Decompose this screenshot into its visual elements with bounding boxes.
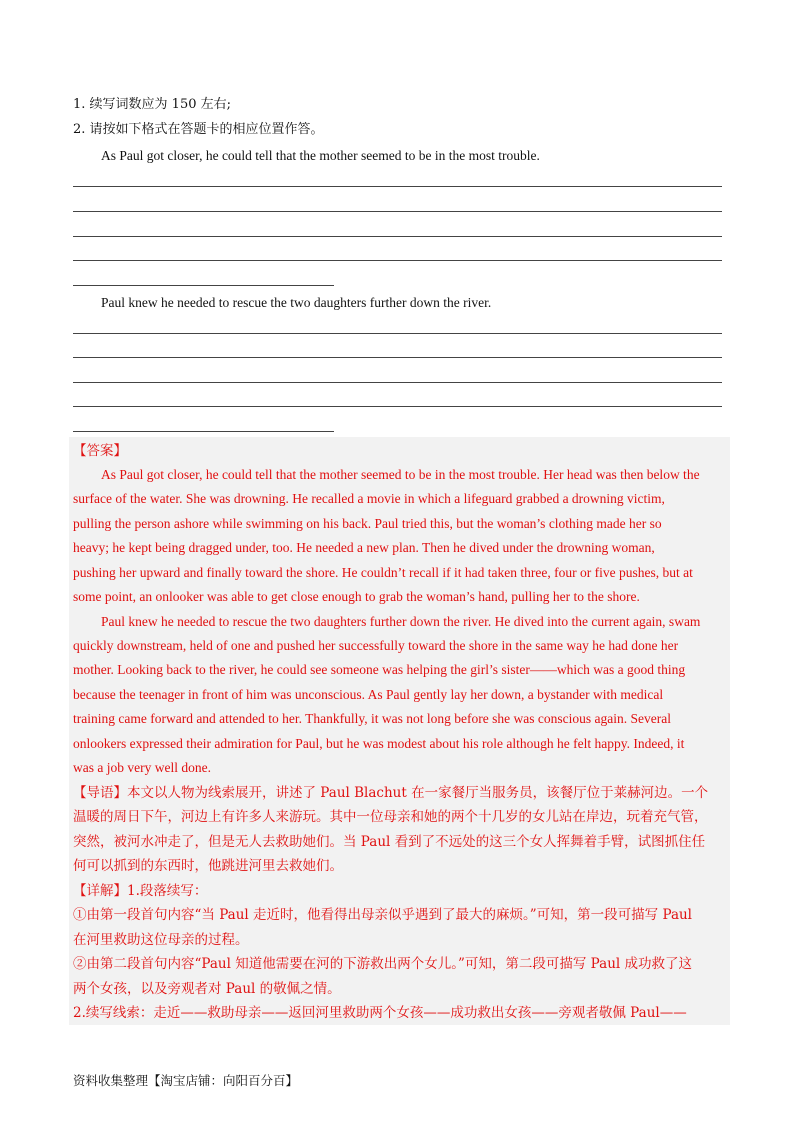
answer-para2-line: onlookers expressed their admiration for Paul, but he was modest about his role although he felt happy. Indeed, it — [73, 736, 685, 751]
answer-para1-line: some point, an onlooker was able to get close enough to grab the woman’s hand, pulling her to the shore. — [73, 589, 640, 604]
answer-para2-line: because the teenager in front of him was unconscious. As Paul gently lay her down, a bystander with medical — [73, 687, 664, 702]
writing-line — [73, 236, 722, 237]
guide-line: 突然，被河水冲走了，但是无人去救助她们。当 Paul 看到了不远处的这三个女人挥舞着手臂，试图抓住任 — [73, 834, 706, 850]
answer-para2-line: quickly downstream, held of one and pushed her successfully toward the shore in the same way he had done her — [73, 638, 679, 653]
paragraph-1-prompt: As Paul got closer, he could tell that the mother seemed to be in the most trouble. — [101, 148, 540, 163]
detail-line: ①由第一段首句内容“当 Paul 走近时，他看得出母亲似乎遇到了最大的麻烦。”可知，第一段可描写 Paul — [73, 907, 693, 923]
answer-para2-line: was a job very well done. — [73, 760, 211, 775]
answer-para1-line: heavy; he kept being dragged under, too. He needed a new plan. Then he dived under the drowning woman, — [73, 540, 655, 555]
requirement-1: 1. 续写词数应为 150 左右; — [73, 97, 231, 112]
answer-para2-line: mother. Looking back to the river, he could see someone was helping the girl’s sister——which was a good thing — [73, 662, 686, 677]
requirement-2: 2. 请按如下格式在答题卡的相应位置作答。 — [73, 122, 324, 137]
writing-line — [73, 285, 334, 286]
detail-line: 【详解】1.段落续写： — [73, 883, 208, 899]
detail-line: 2.续写线索：走近——救助母亲——返回河里救助两个女孩——成功救出女孩——旁观者敬佩 Paul—— — [73, 1005, 687, 1021]
guide-line: 何可以抓到的东西时，他跳进河里去救她们。 — [73, 858, 343, 874]
answer-para1-line: pulling the person ashore while swimming on his back. Paul tried this, but the woman’s clothing made her so — [73, 516, 662, 531]
footer-source: 资料收集整理【淘宝店铺：向阳百分百】 — [73, 1073, 299, 1088]
writing-line — [73, 357, 722, 358]
answer-para1-line: surface of the water. She was drowning. He recalled a movie in which a lifeguard grabbed a drowning victim, — [73, 491, 665, 506]
guide-line: 温暖的周日下午，河边上有许多人来游玩。其中一位母亲和她的两个十几岁的女儿站在岸边，玩着充气管， — [73, 809, 708, 825]
detail-line: 在河里救助这位母亲的过程。 — [73, 932, 249, 948]
answer-para1-line: As Paul got closer, he could tell that the mother seemed to be in the most trouble. Her head was then below the — [101, 467, 700, 482]
answer-label: 【答案】 — [73, 443, 127, 459]
paragraph-2-prompt: Paul knew he needed to rescue the two daughters further down the river. — [101, 295, 492, 310]
writing-line — [73, 333, 722, 334]
writing-line — [73, 406, 722, 407]
guide-line: 【导语】本文以人物为线索展开，讲述了 Paul Blachut 在一家餐厅当服务员，该餐厅位于莱赫河边。一个 — [73, 785, 709, 801]
answer-para1-line: pushing her upward and finally toward the shore. He couldn’t recall if it had taken three, four or five pushes, but at — [73, 565, 693, 580]
writing-line — [73, 260, 722, 261]
writing-line — [73, 186, 722, 187]
detail-line: 两个女孩，以及旁观者对 Paul 的敬佩之情。 — [73, 981, 341, 997]
writing-line — [73, 382, 722, 383]
answer-para2-line: Paul knew he needed to rescue the two daughters further down the river. He dived into the current again, swam — [101, 614, 701, 629]
writing-line — [73, 211, 722, 212]
answer-para2-line: training came forward and attended to her. Thankfully, it was not long before she was conscious again. Several — [73, 711, 671, 726]
writing-line — [73, 431, 334, 432]
detail-line: ②由第二段首句内容“Paul 知道他需要在河的下游救出两个女儿。”可知，第二段可描写 Paul 成功救了这 — [73, 956, 693, 972]
